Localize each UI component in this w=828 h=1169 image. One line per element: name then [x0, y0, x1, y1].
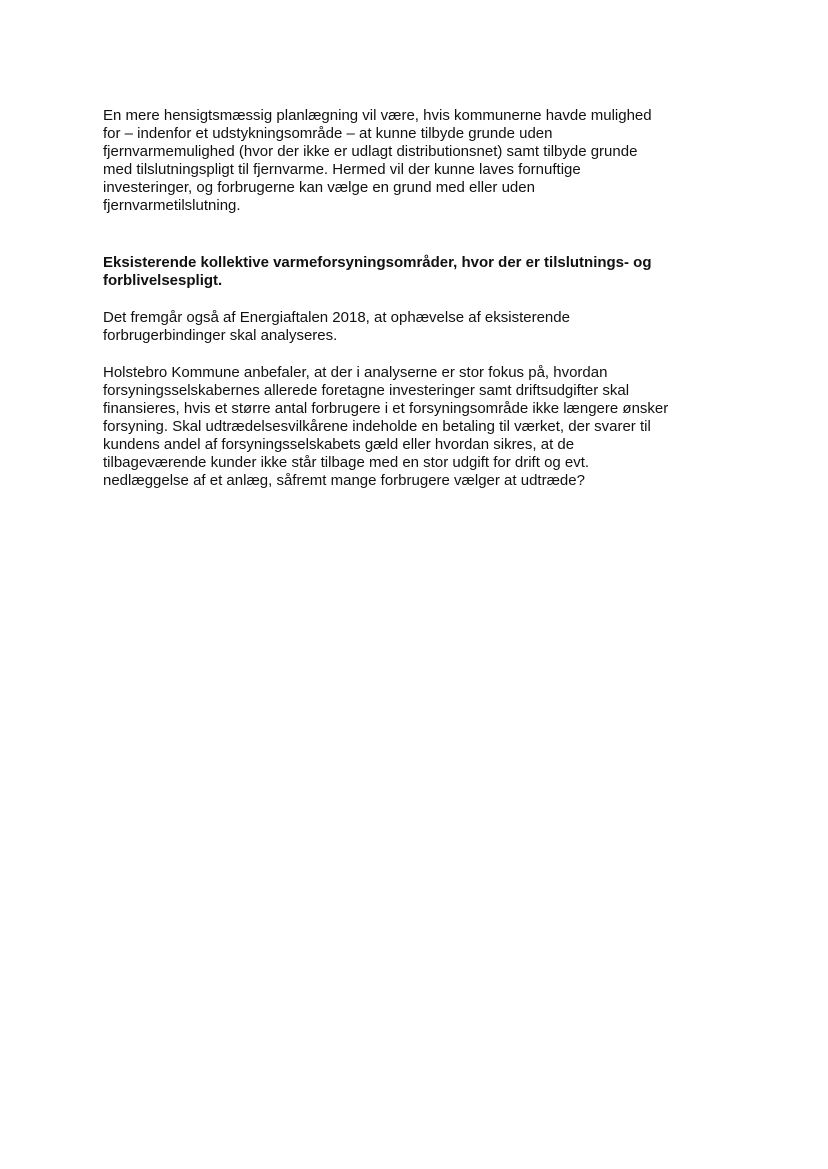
paragraph-1-line-6: fjernvarmetilslutning.: [103, 197, 241, 214]
paragraph-3-line-3: finansieres, hvis et større antal forbrugere i et forsyningsområde ikke længere ønsker: [103, 400, 669, 417]
paragraph-2-line-1: Det fremgår også af Energiaftalen 2018, at ophævelse af eksisterende: [103, 309, 570, 326]
paragraph-1-line-2: for – indenfor et udstykningsområde – at kunne tilbyde grunde uden: [103, 125, 553, 142]
paragraph-3-line-7: nedlæggelse af et anlæg, såfremt mange forbrugere vælger at udtræde?: [103, 472, 585, 489]
paragraph-3-line-4: forsyning. Skal udtrædelsesvilkårene indeholde en betaling til værket, der svarer til: [103, 418, 651, 435]
paragraph-3-line-6: tilbageværende kunder ikke står tilbage med en stor udgift for drift og evt.: [103, 454, 590, 471]
section-heading-line-1: Eksisterende kollektive varmeforsyningsområder, hvor der er tilslutnings- og: [103, 254, 652, 271]
paragraph-1-line-1: En mere hensigtsmæssig planlægning vil være, hvis kommunerne havde mulighed: [103, 107, 652, 124]
paragraph-1-line-3: fjernvarmemulighed (hvor der ikke er udlagt distributionsnet) samt tilbyde grunde: [103, 143, 638, 160]
paragraph-1-line-5: investeringer, og forbrugerne kan vælge en grund med eller uden: [103, 179, 535, 196]
section-heading-line-2: forblivelsespligt.: [103, 272, 223, 289]
paragraph-1-line-4: med tilslutningspligt til fjernvarme. Hermed vil der kunne laves fornuftige: [103, 161, 581, 178]
paragraph-2-line-2: forbrugerbindinger skal analyseres.: [103, 327, 338, 344]
paragraph-3-line-2: forsyningsselskabernes allerede foretagne investeringer samt driftsudgifter skal: [103, 382, 630, 399]
paragraph-3-line-5: kundens andel af forsyningsselskabets gæld eller hvordan sikres, at de: [103, 436, 575, 453]
paragraph-3-line-1: Holstebro Kommune anbefaler, at der i analyserne er stor fokus på, hvordan: [103, 364, 608, 381]
